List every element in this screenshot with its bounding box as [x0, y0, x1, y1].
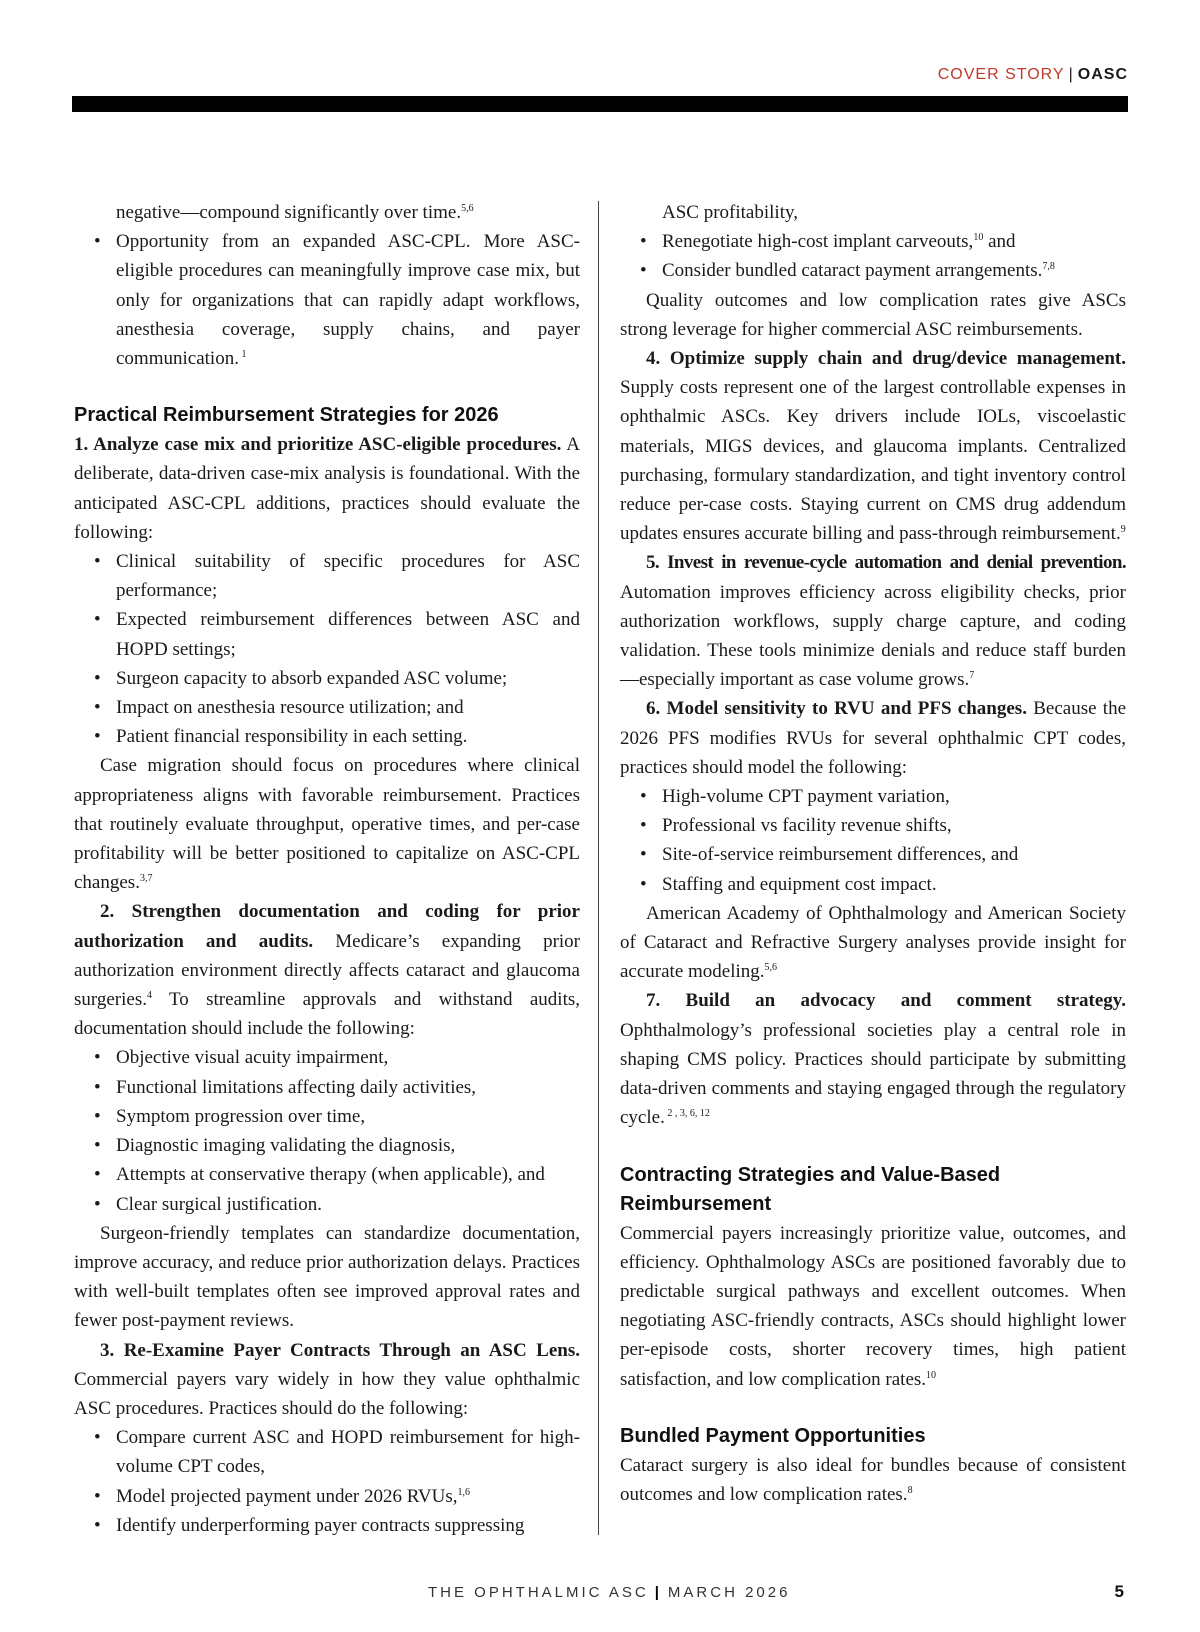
strategy-lead: 4. Optimize supply chain and drug/device management.	[646, 348, 1126, 370]
citation: 2 , 3, 6, 12	[664, 1108, 710, 1120]
strategy-1-bullets	[74, 547, 580, 751]
list-item: • High-volume CPT payment variation,	[620, 782, 1126, 811]
continued-bullet-text: negative—compound significantly over time.$^{5,6}$	[116, 202, 474, 223]
page-number: 5	[1114, 1582, 1124, 1601]
section-heading: Practical Reimbursement Strategies for 2026	[74, 404, 499, 427]
list-item: • Impact on anesthesia resource utilization; and	[74, 693, 580, 722]
issue-date: MARCH 2026	[667, 1584, 791, 1601]
list-item: • Functional limitations affecting daily activities,	[74, 1073, 580, 1102]
list-item: • Staffing and equipment cost impact.	[620, 870, 1126, 899]
list-item: • Attempts at conservative therapy (when applicable), and	[74, 1160, 580, 1189]
strategy-1-paragraph: 1. Analyze case mix and prioritize ASC-eligible procedures. A deliberate, data-driven case-mix analysis is foundational. With the anticipated ASC-CPL additions, practices should evaluate the following:	[74, 434, 580, 543]
strategy-lead: 6. Model sensitivity to RVU and PFS changes.	[646, 698, 1027, 720]
section-label: COVER STORY	[937, 66, 1065, 83]
citation: 3,7	[139, 873, 153, 885]
column-divider	[598, 201, 599, 1535]
templates-paragraph: Surgeon-friendly templates can standardize documentation, improve accuracy, and reduce prior authorization delays. Practices with well-built templates often see improved approval rates and fewer post-payment reviews.	[74, 1222, 580, 1332]
citation: 5,6	[764, 962, 778, 974]
running-header	[938, 66, 1128, 84]
strategy-lead: 3. Re-Examine Payer Contracts Through an ASC Lens.	[100, 1339, 580, 1361]
citation: 4	[147, 990, 152, 1002]
list-item: • Compare current ASC and HOPD reimbursement for high-volume CPT codes,	[74, 1423, 580, 1481]
header-rule	[72, 96, 1128, 112]
footer-separator: |	[654, 1584, 662, 1601]
strategy-3-paragraph: 3. Re-Examine Payer Contracts Through an ASC Lens. Commercial payers vary widely in how they value ophthalmic ASC procedures. Practices should do the following:	[74, 1339, 580, 1419]
strategy-lead: 5. Invest in revenue-cycle automation and denial prevention.	[646, 552, 1126, 574]
right-column	[620, 198, 1126, 1509]
list-item: • Clinical suitability of specific procedures for ASC performance;	[74, 547, 580, 605]
citation: 9	[1120, 524, 1126, 536]
modeling-paragraph: American Academy of Ophthalmology and American Society of Cataract and Refractive Surgery analyses provide insight for accurate modeling.$^{5,6}$	[620, 902, 1126, 983]
list-item: • Consider bundled cataract payment arrangements.$^{7,8}$	[620, 256, 1126, 285]
section-heading: Contracting Strategies and Value-Based Reimbursement	[620, 1163, 1001, 1215]
citation: 1	[238, 349, 247, 361]
list-item: • Opportunity from an expanded ASC-CPL. More ASC-eligible procedures can meaningfully improve case mix, but only for organizations that can rapidly adapt workflows, anesthesia coverage, supply chains, and payer communication. $^1$	[74, 227, 580, 373]
left-column	[74, 198, 580, 1540]
list-item: • Site-of-service reimbursement differences, and	[620, 840, 1126, 869]
strategy-3-bullets-continued	[620, 227, 1126, 285]
citation: 5,6	[461, 203, 474, 214]
list-item: • Expected reimbursement differences between ASC and HOPD settings;	[74, 605, 580, 663]
case-migration-paragraph: Case migration should focus on procedures where clinical appropriateness aligns with favorable reimbursement. Practices that routinely evaluate throughput, operative times, and per-case profitability will be better positioned to capitalize on ASC-CPL changes.$^{3,7}$	[74, 755, 580, 894]
list-item: • Model projected payment under 2026 RVUs,$^{1,6}$	[74, 1482, 580, 1511]
header-separator: |	[1068, 66, 1074, 83]
section-heading: Bundled Payment Opportunities	[620, 1424, 926, 1447]
list-item: • Renegotiate high-cost implant carveouts,$^{10}$ and	[620, 227, 1126, 256]
contracting-paragraph: Commercial payers increasingly prioritize value, outcomes, and efficiency. Ophthalmology ASCs are positioned favorably due to predictable surgical pathways and excellent outcomes. When negotiating ASC-friendly contracts, ASCs should highlight lower per-episode costs, shorter recovery times, high patient satisfaction, and low complication rates.$^{10}$	[620, 1222, 1126, 1390]
publication-name: THE OPHTHALMIC ASC	[428, 1584, 649, 1601]
list-item: • Professional vs facility revenue shifts,	[620, 811, 1126, 840]
strategy-2-bullets	[74, 1043, 580, 1218]
list-item: • Clear surgical justification.	[74, 1190, 580, 1219]
citation: 10	[973, 232, 984, 244]
strategy-6-paragraph: 6. Model sensitivity to RVU and PFS changes. Because the 2026 PFS modifies RVUs for several ophthalmic CPT codes, practices should model the following:	[620, 698, 1127, 778]
strategy-lead: 7. Build an advocacy and comment strategy.	[646, 990, 1126, 1012]
quality-paragraph: Quality outcomes and low complication rates give ASCs strong leverage for higher commercial ASC reimbursements.	[620, 289, 1126, 340]
citation: 7,8	[1042, 261, 1055, 273]
brand-label: OASC	[1077, 66, 1128, 83]
strategy-5-paragraph: 5. Invest in revenue-cycle automation and denial prevention. Automation improves efficiency across eligibility checks, prior authorization workflows, supply charge capture, and coding validation. These tools minimize denials and reduce staff burden—especially important as case volume grows.$^7$	[620, 552, 1126, 691]
list-item: • Identify underperforming payer contracts suppressing	[74, 1511, 580, 1540]
citation: 1,6	[457, 1486, 470, 1498]
strategy-3-bullets	[74, 1423, 580, 1540]
list-item: • Patient financial responsibility in each setting.	[74, 722, 580, 751]
bundled-paragraph: Cataract surgery is also ideal for bundles because of consistent outcomes and low complication rates.$^8$	[620, 1454, 1126, 1505]
list-item: • Surgeon capacity to absorb expanded ASC volume;	[74, 664, 580, 693]
publication-line	[428, 1584, 790, 1601]
strategy-2-paragraph: 2. Strengthen documentation and coding for prior authorization and audits. Medicare’s expanding prior authorization environment directly affects cataract and glaucoma surgeries.$^4$ To streamline approvals and withstand audits, documentation should include the following:	[74, 901, 581, 1040]
strategy-lead: 1. Analyze case mix and prioritize ASC-eligible procedures.	[74, 434, 562, 456]
list-item: • Objective visual acuity impairment,	[74, 1043, 580, 1072]
strategy-lead: 2. Strengthen documentation and coding for prior authorization and audits.	[74, 901, 580, 952]
citation: 7	[969, 670, 975, 682]
continued-bullet-text: ASC profitability,	[662, 202, 798, 223]
citation: 10	[926, 1369, 937, 1381]
list-item: • Diagnostic imaging validating the diagnosis,	[74, 1131, 580, 1160]
citation: 8	[907, 1484, 913, 1496]
list-item: • Symptom progression over time,	[74, 1102, 580, 1131]
strategy-4-paragraph: 4. Optimize supply chain and drug/device management. Supply costs represent one of the largest controllable expenses in ophthalmic ASCs. Key drivers include IOLs, viscoelastic materials, MIGS devices, and glaucoma implants. Centralized purchasing, formulary standardization, and tight inventory control reduce per-case costs. Staying current on CMS drug addendum updates ensures accurate billing and pass-through reimbursement.$^9$	[620, 348, 1126, 545]
intro-bullet-list	[74, 227, 580, 373]
strategy-6-bullets	[620, 782, 1126, 899]
strategy-7-paragraph: 7. Build an advocacy and comment strategy. Ophthalmology’s professional societies play a central role in shaping CMS policy. Practices should participate by submitting data-driven comments and staying engaged through the regulatory cycle. $^{2 , 3, 6, 12}$	[620, 990, 1126, 1129]
